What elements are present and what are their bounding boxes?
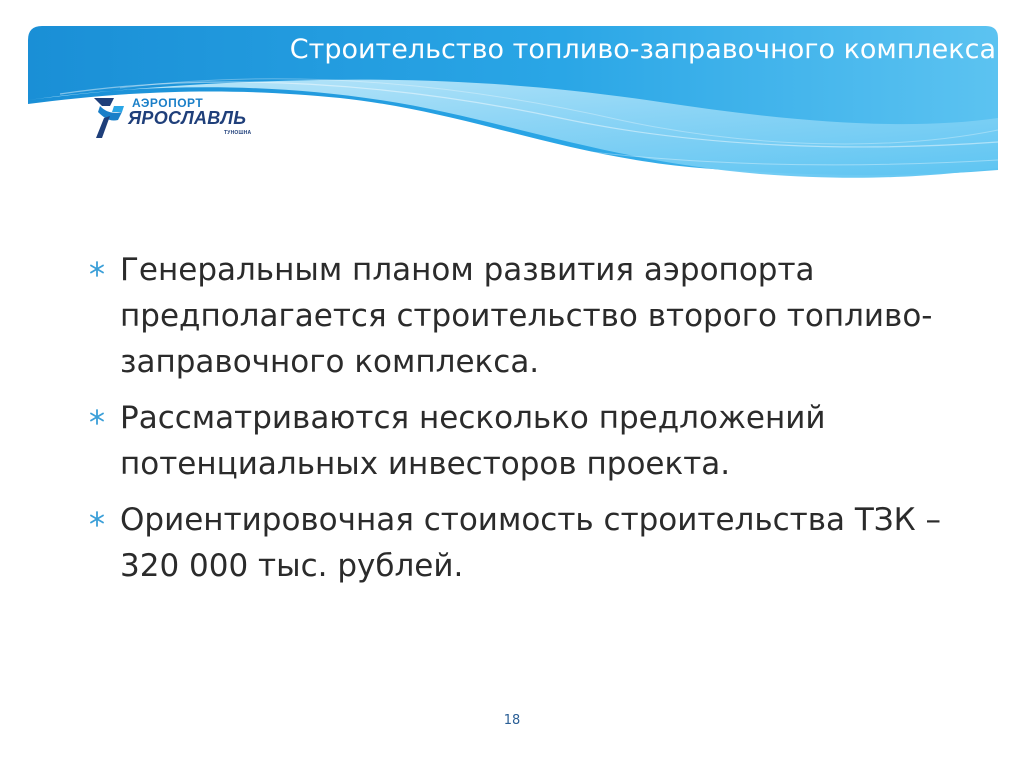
page-number: 18 [503, 713, 521, 728]
bullet-text: Генеральным планом развития аэропорта предполагается строительство второго топливо-заправочного комплекса. [120, 252, 933, 380]
bullet-text: Рассматриваются несколько предложений потенциальных инвесторов проекта. [120, 400, 826, 482]
logo-mark-icon [88, 94, 132, 140]
logo-text-city: ЯРОСЛАВЛЬ [128, 108, 247, 128]
asterisk-bullet-icon [88, 408, 106, 426]
slide-title: Строительство топливо-заправочного комплекса [289, 34, 996, 65]
bullet-item [88, 247, 978, 385]
asterisk-bullet-icon [88, 510, 106, 528]
bullet-list [88, 247, 978, 599]
bullet-text: Ориентировочная стоимость строительства ТЗК – 320 000 тыс. рублей. [120, 502, 942, 584]
bullet-item [88, 395, 978, 487]
logo-text-tunoshna: ТУНОШНА [224, 130, 252, 136]
logo-text-airport: АЭРОПОРТ [132, 96, 204, 110]
asterisk-bullet-icon [88, 260, 106, 278]
airport-logo [88, 94, 278, 142]
bullet-item [88, 497, 978, 589]
